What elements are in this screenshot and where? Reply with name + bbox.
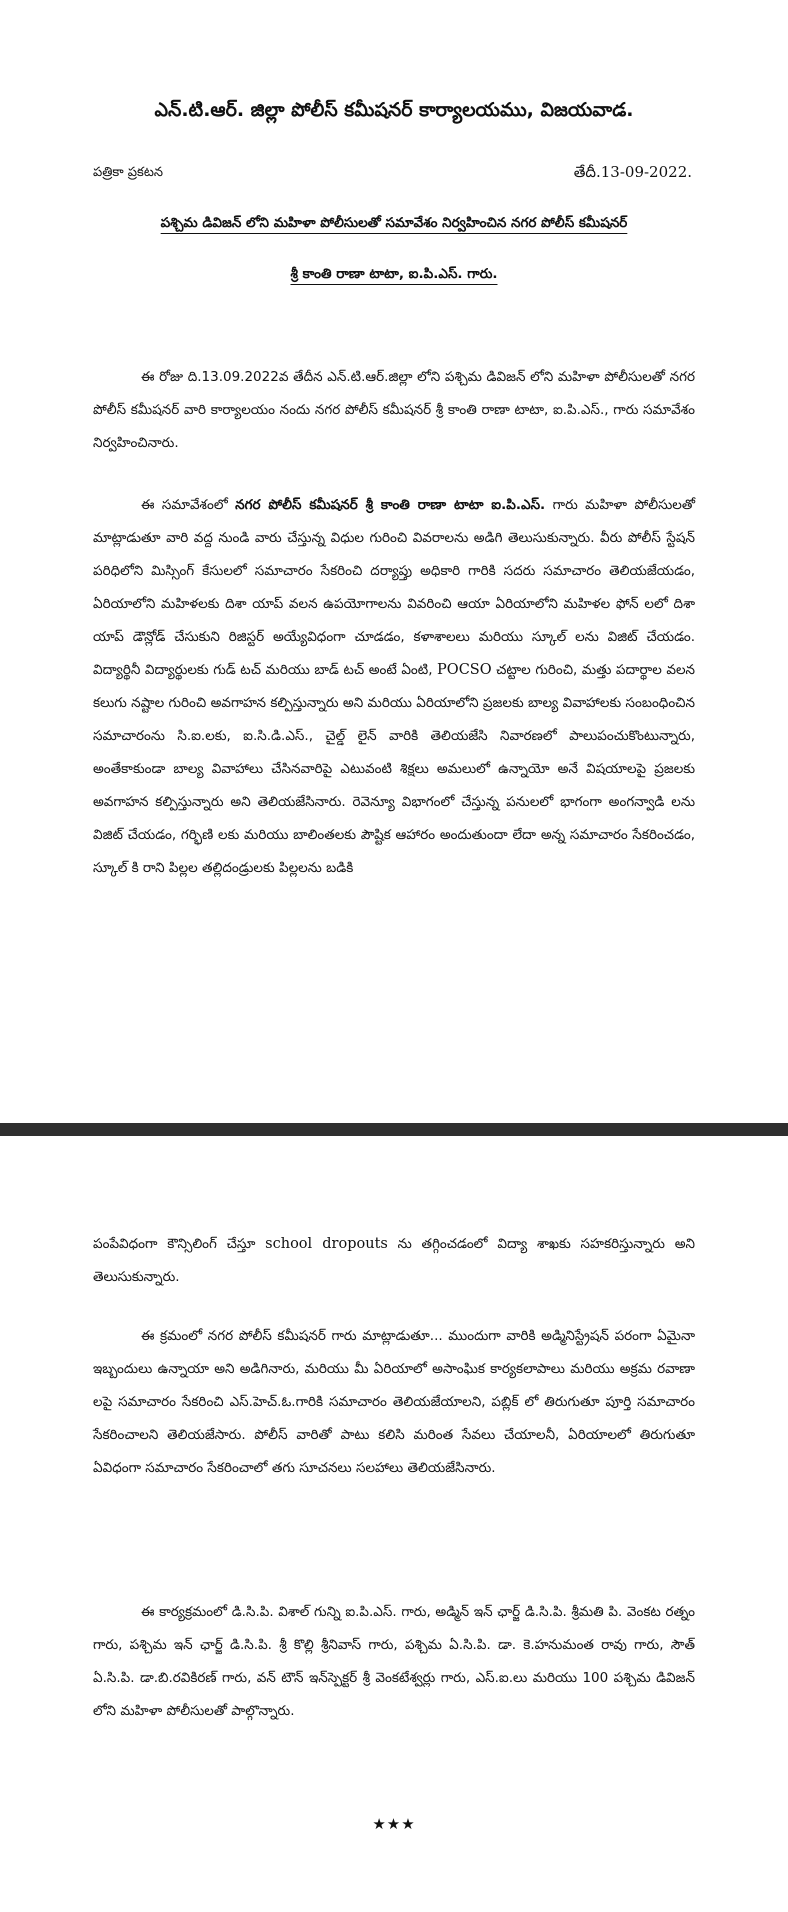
- page-divider: [0, 1123, 788, 1136]
- body-paragraph-5: ఈ కార్యక్రమంలో డి.సి.పి. విశాల్ గున్ని ఐ.పి.ఎస్. గారు, అడ్మిన్ ఇన్ ఛార్జ్ డి.సి.పి. శ్రీమతి పి. వెంకట రత్నం గారు, పశ్చిమ ఇన్ ఛార్జ్ డి.సి.పి. శ్రీ కొల్లి శ్రీనివాస్ గారు, పశ్చిమ ఏ.సి.పి. డా. కె.హనుమంత రావు గారు, సౌత్ ఏ.సి.పి. డా.బి.రవికిరణ్ గారు, వన్ టౌన్ ఇన్‌స్పెక్టర్ శ్రీ వెంకటేశ్వర్లు గారు, ఎస్.ఐ.లు మరియు 100 పశ్చిమ డివిజన్ లోని మహిళా పోలీసులతో పాల్గొన్నారు.: [93, 1604, 695, 1719]
- paragraph-2-text-a: ఈ సమావేశంలో: [141, 497, 236, 513]
- school-dropouts-term: school dropouts: [265, 1236, 388, 1252]
- paragraph-2-text-c: చట్టాల గురించి, మత్తు పదార్థాల వలన కలుగు నష్టాల గురించి అవగాహన కల్పిస్తున్నారు అని మరియు ఏరియాలోని ప్రజలకు బాల్య వివాహాలకు సంబంధించిన సమాచారంను సి.ఐ.లకు, ఐ.సి.డి.ఎస్., చైల్డ్ లైన్ వారికి తెలియజేసి నివారణలో పాలుపంచుకొంటున్నారు, అంతేకాకుండా బాల్య వివాహాలు చేసినవారిపై ఎటువంటి శిక్షలు అమలులో ఉన్నాయో అనే విషయాలపై ప్రజలకు అవగాహన కల్పిస్తున్నారు అని తెలియజేసినారు. రెవెన్యూ విభాగంలో చేస్తున్న పనులలో భాగంగా అంగన్వాడి లను విజిట్ చేయడం, గర్భిణి లకు మరియు బాలింతలకు పౌష్టిక ఆహారం అందుతుందా లేదా అన్న సమాచారం సేకరించడం, స్కూల్ కి రాని పిల్లల తల్లిదండ్రులకు పిల్లలను బడికి: [93, 662, 695, 876]
- paragraph-3-text-a: పంపేవిధంగా కౌన్సిలింగ్ చేస్తూ: [93, 1236, 266, 1252]
- paragraph-2-text-b: గారు మహిళా పోలీసులతో మాట్లాడుతూ వారి వద్ద నుండి వారు చేస్తున్న విధుల గురించి వివరాలను అడిగి తెలుసుకున్నారు. వీరు పోలీస్ స్టేషన్ పరిధిలోని మిస్సింగ్ కేసులలో సమాచారం సేకరించి దర్యాప్తు అధికారి గారికి సదరు సమాచారం తెలియజేయడం, ఏరియాలోని మహిళలకు దిశా యాప్ వలన ఉపయోగాలను వివరించి ఆయా ఏరియాలోని మహిళల ఫోన్ లలో దిశా యాప్ డౌన్లోడ్ చేసుకుని రిజిస్టర్ అయ్యేవిధంగా చూడడం, కళాశాలలు మరియు స్కూల్ లను విజిట్ చేయడం. విద్యార్థినీ విద్యార్థులకు గుడ్ టచ్ మరియు బాడ్ టచ్ అంటే ఏంటి,: [93, 497, 696, 678]
- body-paragraph-2: [93, 489, 695, 885]
- press-release-label: పత్రికా ప్రకటన: [93, 165, 164, 180]
- headline-line-1: పశ్చిమ డివిజన్ లోని మహిళా పోలీసులతో సమావేశం నిర్వహించిన నగర పోలీస్ కమీషనర్: [160, 215, 628, 231]
- pocso-term: POCSO: [437, 662, 492, 678]
- end-stars: ★★★: [372, 1815, 416, 1833]
- body-paragraph-4: ఈ క్రమంలో నగర పోలీస్ కమీషనర్ గారు మాట్లాడుతూ... ముందుగా వారికి అడ్మినిస్ట్రేషన్ పరంగా ఏమైనా ఇబ్బందులు ఉన్నాయా అని అడిగినారు, మరియు మీ ఏరియాలో అసాంఘిక కార్యకలాపాలు మరియు అక్రమ రవాణా లపై సమాచారం సేకరించి ఎస్.హెచ్.ఓ.గారికి సమాచారం తెలియజేయాలని, పబ్లిక్ లో తిరుగుతూ పూర్తి సమాచారం సేకరించాలని తెలియజేసారు. పోలీస్ వారితో పాటు కలిసి మరింత సేవలు చేయాలనీ, ఏరియాలలో తిరుగుతూ ఏవిధంగా సమాచారం సేకరించాలో తగు సూచనలు సలహాలు తెలియజేసినారు.: [93, 1328, 695, 1476]
- commissioner-name-bold: నగర పోలీస్ కమీషనర్ శ్రీ కాంతి రాణా టాటా ఐ.పి.ఎస్.: [235, 497, 546, 513]
- headline-line-2: శ్రీ కాంతి రాణా టాటా, ఐ.పి.ఎస్. గారు.: [290, 266, 498, 282]
- document-page-2: [0, 1136, 788, 1912]
- release-date: తేదీ.13-09-2022.: [573, 163, 692, 181]
- body-paragraph-1: ఈ రోజు ది.13.09.2022వ తేదీన ఎన్.టి.ఆర్.జిల్లా లోని పశ్చిమ డివిజన్ లోని మహిళా పోలీసులతో నగర పోలీస్ కమీషనర్ వారి కార్యాలయం నందు నగర పోలీస్ కమీషనర్ శ్రీ కాంతి రాణా టాటా, ఐ.పి.ఎస్., గారు సమావేశం నిర్వహించినారు.: [93, 369, 695, 451]
- paragraph-3-text-b: ను తగ్గించడంలో విద్యా శాఖకు సహకరిస్తున్నారు అని తెలుసుకున్నారు.: [93, 1236, 695, 1285]
- body-paragraph-3: [93, 1228, 695, 1294]
- office-title: ఎన్.టి.ఆర్. జిల్లా పోలీస్ కమీషనర్ కార్యాలయము, విజయవాడ.: [154, 99, 634, 121]
